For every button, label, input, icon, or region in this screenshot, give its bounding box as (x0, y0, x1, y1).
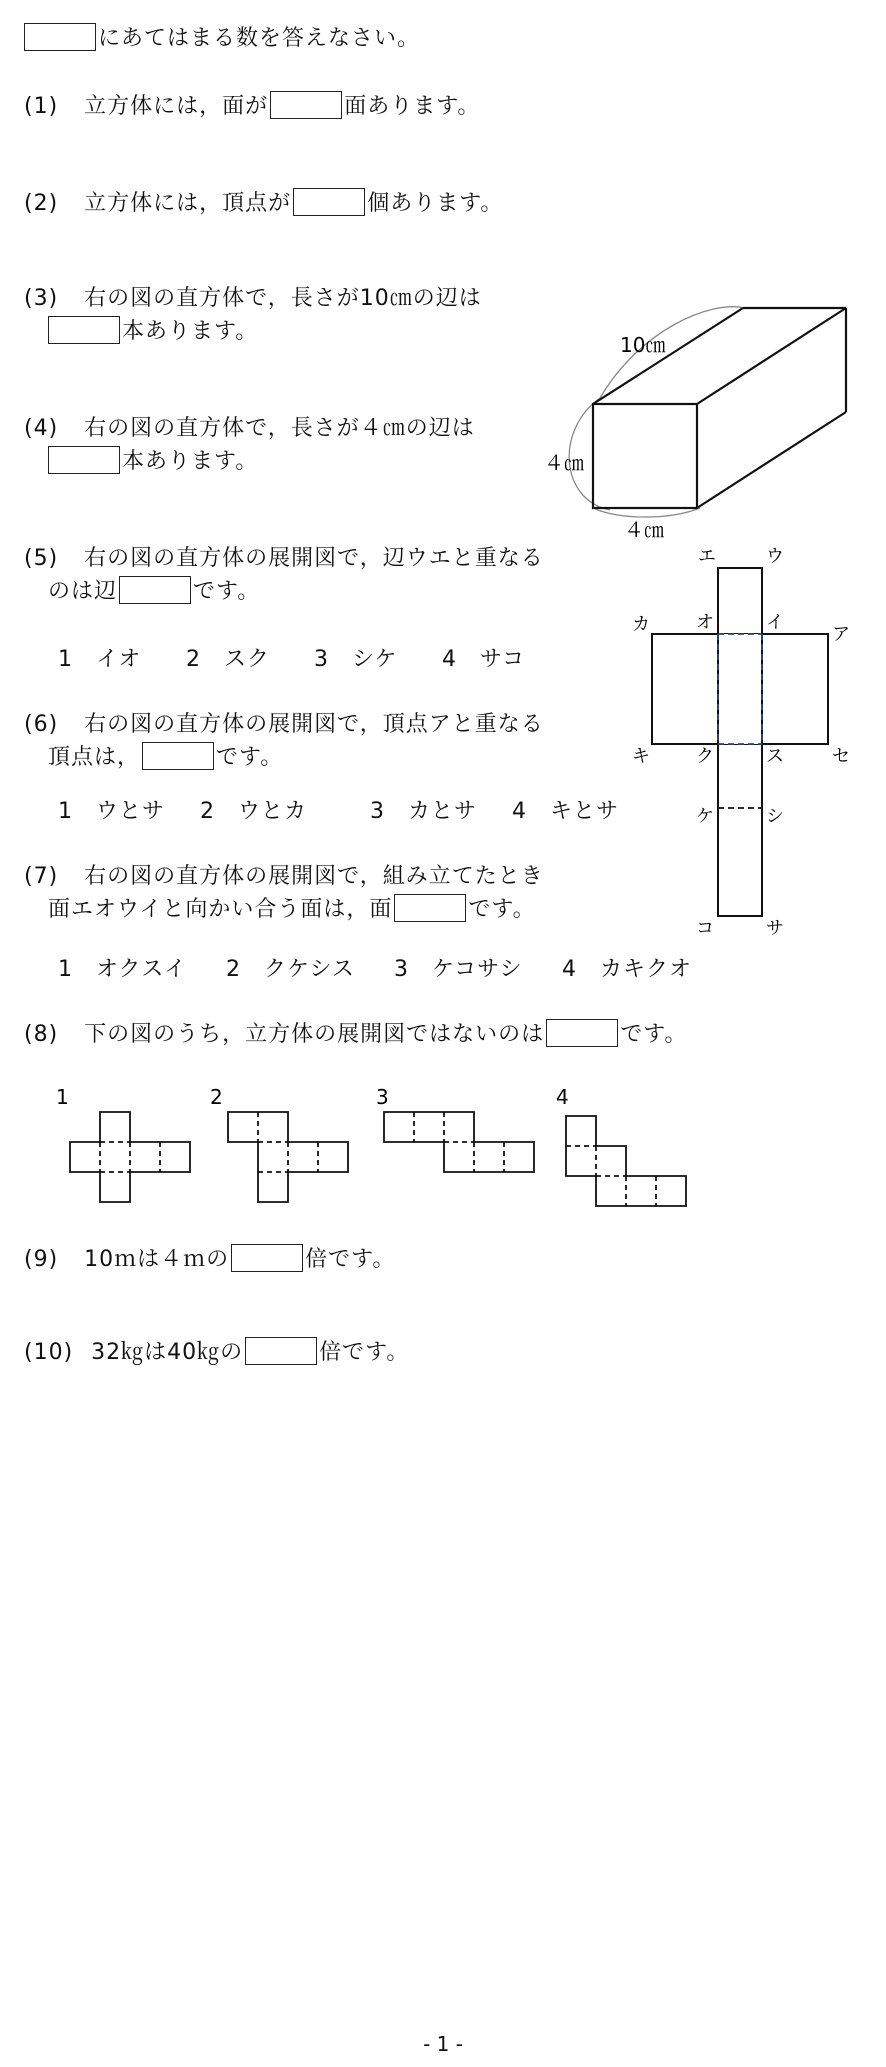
answer-box-q9[interactable] (231, 1244, 303, 1272)
net-label-se: セ (832, 746, 850, 767)
answer-box-q8[interactable] (546, 1019, 618, 1047)
choice-q5-1[interactable]: 1 イオ (58, 647, 142, 672)
answer-box-q6[interactable] (142, 742, 214, 770)
question-4: (4) 右の図の直方体で，長さが４㎝の辺は (24, 416, 475, 441)
net-label-u: ウ (766, 546, 784, 567)
net-option-3 (384, 1112, 534, 1172)
choice-q5-3[interactable]: 3 シケ (314, 647, 398, 672)
choice-q5-2[interactable]: 2 スク (186, 647, 270, 672)
choice-q5-4[interactable]: 4 サコ (442, 647, 526, 672)
answer-box-example (24, 23, 96, 51)
choice-q6-2[interactable]: 2 ウとカ (200, 799, 307, 824)
answer-box-q10[interactable] (245, 1337, 317, 1365)
question-3: (3) 右の図の直方体で，長さが10㎝の辺は (24, 286, 482, 311)
question-9: (9) 10ｍは４ｍの 倍です。 (24, 1245, 395, 1275)
question-8: (8) 下の図のうち，立方体の展開図ではないのは です。 (24, 1020, 687, 1050)
answer-box-q1[interactable] (270, 91, 342, 119)
question-2: (2) 立方体には，頂点が 個あります。 (24, 189, 503, 219)
net-label-ki: キ (632, 746, 650, 767)
choice-q6-4[interactable]: 4 キとサ (512, 799, 619, 824)
net-option-2-label: 2 (210, 1085, 223, 1109)
choice-q7-4[interactable]: 4 カキクオ (562, 957, 692, 982)
net-label-shi: シ (766, 806, 784, 827)
choice-q7-1[interactable]: 1 オクスイ (58, 957, 187, 982)
choice-q7-2[interactable]: 2 クケシス (226, 957, 355, 982)
net-label-o: オ (696, 612, 714, 633)
choices-q6 (58, 797, 619, 827)
cube-nets-figure (40, 1080, 710, 1220)
net-option-4-label: 4 (556, 1085, 569, 1109)
question-5-answer-line: のは辺 です。 (48, 577, 260, 607)
label-4cm-bottom: ４㎝ (624, 518, 664, 542)
label-10cm: 10㎝ (620, 333, 666, 357)
net-label-ku: ク (696, 746, 714, 767)
net-label-ka: カ (632, 614, 650, 635)
net-option-3-label: 3 (376, 1085, 389, 1109)
answer-box-q2[interactable] (293, 188, 365, 216)
net-label-a: ア (832, 624, 850, 645)
net-option-2 (228, 1112, 348, 1202)
net-label-i: イ (766, 612, 784, 633)
question-7-answer-line: 面エオウイと向かい合う面は，面 です。 (48, 895, 536, 925)
choices-q7 (58, 955, 692, 985)
question-10: (10) 32㎏は40㎏の 倍です。 (24, 1338, 409, 1368)
choice-q6-3[interactable]: 3 カとサ (370, 799, 477, 824)
cuboid-figure (530, 295, 860, 545)
net-option-1 (70, 1112, 190, 1202)
label-4cm-left: ４㎝ (544, 451, 584, 475)
net-label-su: ス (766, 746, 784, 767)
answer-box-q3[interactable] (48, 316, 120, 344)
choice-q6-1[interactable]: 1 ウとサ (58, 799, 165, 824)
net-label-sa: サ (766, 918, 784, 939)
choice-q7-3[interactable]: 3 ケコサシ (394, 957, 523, 982)
net-option-1-label: 1 (56, 1085, 69, 1109)
choices-q5 (58, 645, 525, 675)
question-6: (6) 右の図の直方体の展開図で，頂点アと重なる (24, 712, 544, 737)
question-4-answer-line: 本あります。 (48, 447, 258, 477)
page-number: - 1 - (423, 2032, 463, 2056)
question-6-answer-line: 頂点は， です。 (48, 743, 283, 773)
instruction: にあてはまる数を答えなさい。 (24, 24, 420, 54)
net-label-ko: コ (696, 918, 714, 939)
answer-box-q4[interactable] (48, 446, 120, 474)
cuboid-front-face (593, 404, 697, 508)
answer-box-q5[interactable] (119, 576, 191, 604)
question-3-answer-line: 本あります。 (48, 317, 258, 347)
net-figure (620, 540, 870, 940)
answer-box-q7[interactable] (394, 894, 466, 922)
net-label-e: エ (698, 546, 716, 567)
question-7: (7) 右の図の直方体の展開図で，組み立てたとき (24, 864, 544, 889)
net-label-ke: ケ (696, 806, 714, 827)
question-1: (1) 立方体には，面が 面あります。 (24, 92, 480, 122)
net-option-4 (566, 1116, 686, 1206)
question-5: (5) 右の図の直方体の展開図で，辺ウエと重なる (24, 546, 544, 571)
